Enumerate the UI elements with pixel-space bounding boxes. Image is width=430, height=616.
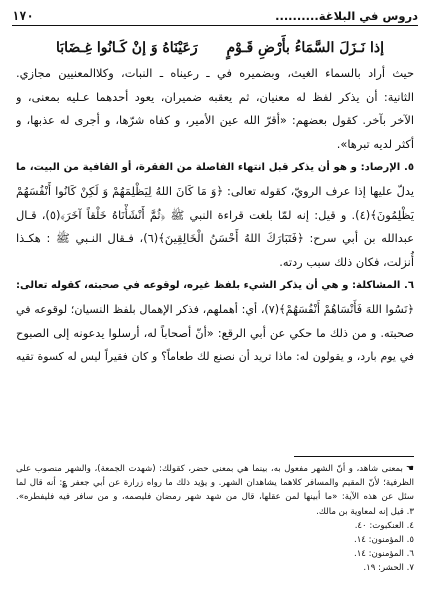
text-line: الثانية: أن يذكر لفظ له معنيان، ثم يعقبه ضميران، يعود أحدهما عـليه بمعنى، و — [16, 89, 414, 104]
footnote-line: ☚بمعنى شاهد، و أنّ الشهر مفعول به، بينما هي بمعنى حضر، كقولك: (شهدت الجمعة)، والشهر منصوب على — [16, 462, 414, 476]
text-line: صحبته. و من ذلك ما حكي عن أبي الرقع: «أنّ أصحاباً له، أرسلوا يدعونه إلى الصبوح — [16, 325, 414, 340]
text-line: ﴿نَسُوا اللهَ فَأَنْسَاهُمْ أَنْفُسَهُمْ﴾(٧)، أي: أهملهم، فذكر الإهمال بلفظ النسيان؛ لوقوعه في — [16, 302, 414, 316]
text-line: يدلّ عليها إذا عرف الرويّ، كقوله تعالى: ﴿وَ مَا كَانَ اللهُ لِيَظْلِمَهُمْ وَ لَكِنْ كَانُوا أَنْفُسَهُمْ — [16, 183, 414, 198]
page-number: ١٧٠ — [12, 9, 34, 23]
verse-first-hemistich: إذا نَـزَلَ السَّمَاءُ بأَرْضِ قَـوْمٍ — [226, 40, 384, 56]
text-line: أكثر لديه تبرها». — [336, 136, 414, 151]
text-line: في يوم بارد، و يقولون له: ماذا تريد أن نصنع لك طعاماً؟ و كان فقيراً ليس له كسوة تقيه — [16, 350, 414, 364]
verse-second-hemistich: رَعَيْنَاهُ وَ إنْ كَـانُوا غِـضَابَا — [56, 40, 198, 56]
footnote-line: ٤. العنكبوت: ٤٠. — [354, 520, 414, 531]
pointing-hand-icon: ☚ — [405, 464, 414, 474]
section-heading-mushakala: ٦. المشاكلة: و هي أن يذكر الشيء بلفظ غيره، لوقوعه في صحبته، كقوله تعالى: — [16, 280, 414, 292]
text-line: حيث أراد بالسماء الغيث، وبضميره في ـ رعيناه ـ النبات، وكلاالمعنيين مجازي. — [16, 66, 414, 80]
footnote-line: ٦. المؤمنون: ١٤. — [353, 549, 414, 560]
footnotes — [16, 462, 414, 576]
footnote-line: الظرفية؛ لأنّ المقيم والمسافر كلاهما يشاهدان الشهر. و يؤيد ذلك ما رواه زرارة عن أبي جعفر ؏: أنه قال لما — [16, 478, 414, 489]
footnote-line: ٧. الحشر: ١٩. — [363, 563, 414, 574]
footnote-divider — [294, 456, 414, 457]
text-line: أُنزلت، فكان ذلك سبب ردته. — [279, 254, 414, 269]
running-title: دروس في البلاغة.......... — [275, 9, 418, 23]
section-heading-irsad: ٥. الإرصاد: و هو أن يذكر قبل انتهاء الفاصلة من الفقرة، أو القافية من البيت، ما — [16, 162, 414, 174]
footnote-line: سئل عن هذه الآية: «ما أبينها لمن عقلها، قال من شهد شهر رمضان فليصمه، و من سافر فيه فليفطره». — [16, 492, 414, 503]
main-text — [16, 34, 414, 369]
text-line: عبدالله بن أبي سرح: ﴿فَتَبَارَكَ اللهُ أَحْسَنُ الْخَالِقِينَ﴾(٦)، فـقال النـبي ﷺ : هكـذا — [16, 231, 414, 246]
footnote-line: ٣. قيل إنه لمعاوية بن مالك. — [316, 506, 414, 517]
page-header — [12, 4, 418, 26]
text-line: يَظْلِمُونَ﴾(٤). و قيل: إنه لمّا بلغت قراءة النبي ﷺ ﴿ثُمَّ أَنْشَأْنَاهُ خَلْقاً آخَرَ﴾(٥)، قـال — [16, 207, 414, 222]
text-line: الآخر بآخر. كقول بعضهم: «أقرّ الله عين الأمير، و كفاه شرّها، و أجرى له عذبها، و — [16, 113, 414, 128]
poetry-verse — [16, 34, 414, 62]
footnote-line: ٥. المؤمنون: ١٤. — [353, 535, 414, 546]
